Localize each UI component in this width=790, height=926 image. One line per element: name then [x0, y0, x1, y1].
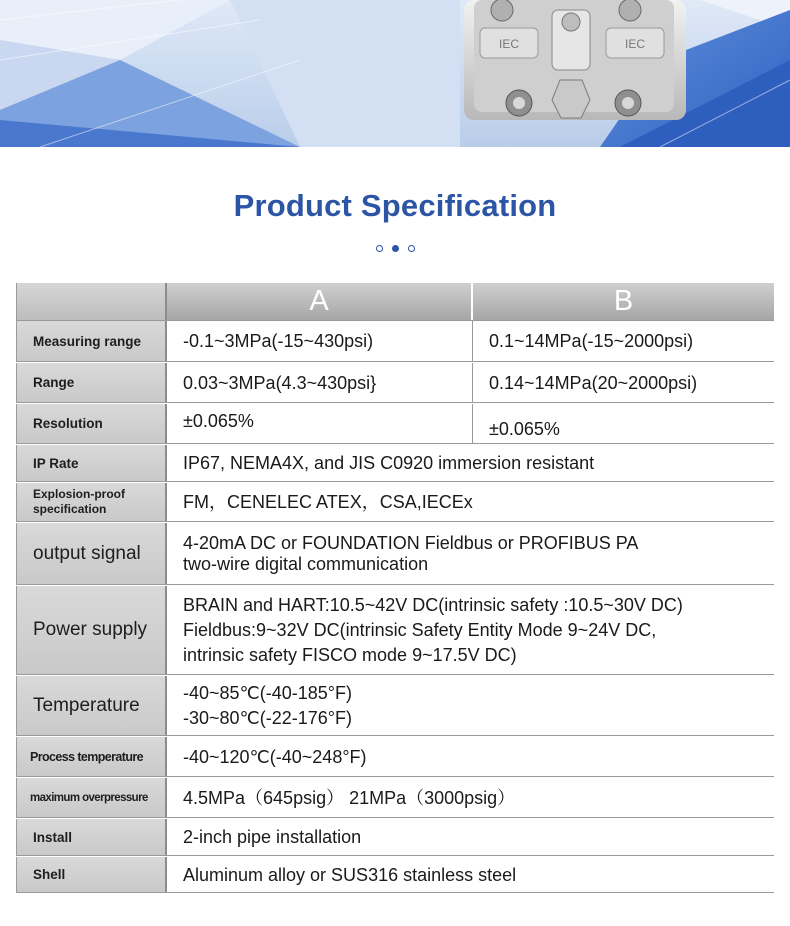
row-label: Process temperature — [16, 737, 167, 776]
value-line: -40~85℃(-40-185°F) — [183, 682, 352, 703]
row-label: IP Rate — [16, 445, 167, 481]
indicator-dot — [376, 245, 383, 252]
row-label: Temperature — [16, 676, 167, 735]
table-row-temperature — [16, 676, 774, 736]
row-label: maximum overpressure — [16, 778, 167, 817]
fitting-label-right: IEC — [624, 37, 646, 51]
table-row-maximum-overpressure — [16, 778, 774, 818]
value-line: Fieldbus:9~32V DC(intrinsic Safety Entity Mode 9~24V DC, — [183, 619, 657, 640]
column-header-b: B — [473, 283, 774, 320]
value-line: intrinsic safety FISCO mode 9~17.5V DC) — [183, 644, 517, 665]
table-row-power-supply — [16, 586, 774, 675]
value-b: 0.14~14MPa(20~2000psi) — [489, 372, 698, 393]
row-label: Range — [16, 363, 167, 402]
table-row-measuring-range — [16, 321, 774, 362]
table-row-output-signal — [16, 523, 774, 585]
row-label: Resolution — [16, 404, 167, 443]
row-value: -40~120℃(-40~248°F) — [183, 746, 367, 767]
row-value — [167, 676, 774, 735]
value-line: two-wire digital communication — [183, 553, 429, 574]
table-row-process-temperature — [16, 737, 774, 777]
hero-banner — [0, 0, 790, 147]
row-label: Install — [16, 819, 167, 855]
row-label: output signal — [16, 523, 167, 584]
table-row-ip-rate — [16, 445, 774, 482]
value-line: 4-20mA DC or FOUNDATION Fieldbus or PROFIBUS PA — [183, 532, 639, 553]
page-indicator-dots — [0, 242, 790, 254]
transmitter-product-photo — [464, 0, 686, 120]
value-line: BRAIN and HART:10.5~42V DC(intrinsic safety :10.5~30V DC) — [183, 594, 683, 615]
row-value — [167, 523, 774, 584]
indicator-dot — [408, 245, 415, 252]
value-a: 0.03~3MPa(4.3~430psi} — [167, 363, 473, 402]
row-label: Measuring range — [16, 321, 167, 361]
value-b: 0.1~14MPa(-15~2000psi) — [489, 331, 694, 351]
value-line: -30~80℃(-22-176°F) — [183, 707, 352, 728]
row-label-line: specification — [33, 502, 107, 516]
table-row-install — [16, 819, 774, 856]
row-label-line: Explosion-proof — [33, 487, 125, 501]
fitting-label-left: IEC — [498, 37, 520, 51]
value-b: ±0.065% — [489, 419, 560, 439]
row-label — [16, 483, 167, 521]
header-blank-cell — [16, 283, 167, 320]
row-value: 2-inch pipe installation — [183, 827, 362, 847]
column-header-a: A — [167, 283, 473, 320]
value-a: -0.1~3MPa(-15~430psi) — [167, 321, 473, 361]
banner-graphic — [0, 0, 790, 147]
row-value: IP67, NEMA4X, and JIS C0920 immersion resistant — [183, 453, 595, 473]
table-row-explosion-proof — [16, 483, 774, 522]
row-label: Power supply — [16, 586, 167, 674]
table-row-resolution — [16, 404, 774, 444]
table-header — [16, 283, 774, 321]
row-label: Shell — [16, 857, 167, 892]
indicator-dot-active — [392, 245, 399, 252]
row-value: 4.5MPa（645psig） 21MPa（3000psig） — [183, 787, 516, 808]
page-title: Product Specification — [233, 188, 557, 223]
row-value: Aluminum alloy or SUS316 stainless steel — [183, 864, 517, 885]
value-a: ±0.065% — [167, 404, 473, 443]
row-value: FM，CENELEC ATEX，CSA,IECEx — [183, 492, 473, 512]
row-value — [167, 586, 774, 674]
table-row-shell — [16, 857, 774, 893]
table-row-range — [16, 363, 774, 403]
